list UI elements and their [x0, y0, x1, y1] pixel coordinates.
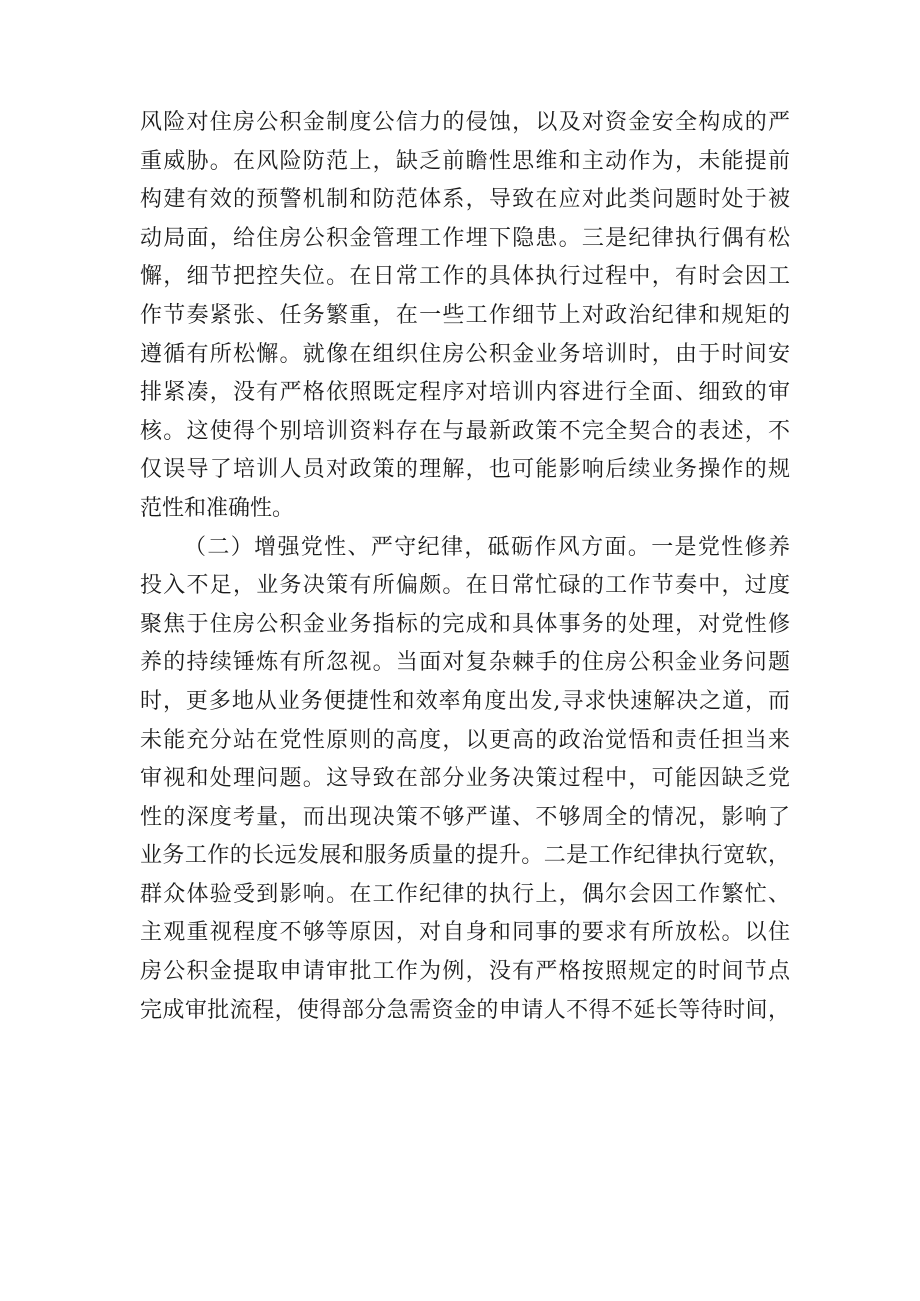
- text-line: 排紧凑，没有严格依照既定程序对培训内容进行全面、细致的审: [140, 380, 790, 406]
- text-line: 风险对住房公积金制度公信力的侵蚀，以及对资金安全构成的严: [140, 110, 790, 135]
- text-line: 未能充分站在党性原则的高度，以更高的政治觉悟和责任担当来: [140, 727, 790, 753]
- text-line: 养的持续锤炼有所忽视。当面对复杂棘手的住房公积金业务问题: [140, 650, 790, 676]
- text-line: 时，更多地从业务便捷性和效率角度出发,寻求快速解决之道，而: [140, 688, 790, 714]
- text-line: 完成审批流程，使得部分急需资金的申请人不得不延长等待时间，: [140, 997, 790, 1023]
- text-line: 动局面，给住房公积金管理工作埋下隐患。三是纪律执行偶有松: [140, 225, 790, 251]
- text-line: 遵循有所松懈。就像在组织住房公积金业务培训时，由于时间安: [140, 341, 790, 367]
- text-line: 仅误导了培训人员对政策的理解，也可能影响后续业务操作的规: [140, 457, 790, 483]
- text-line: 核。这使得个别培训资料存在与最新政策不完全契合的表述，不: [140, 418, 790, 444]
- text-line: 主观重视程度不够等原因，对自身和同事的要求有所放松。以住: [140, 920, 790, 946]
- text-line: 懈，细节把控失位。在日常工作的具体执行过程中，有时会因工: [140, 264, 790, 290]
- text-line: 群众体验受到影响。在工作纪律的执行上，偶尔会因工作繁忙、: [140, 881, 790, 907]
- text-line: 投入不足，业务决策有所偏颇。在日常忙碌的工作节奏中，过度: [140, 573, 790, 599]
- section-heading-line: （二）增强党性、严守纪律，砥砺作风方面。一是党性修养: [184, 534, 790, 560]
- text-line: 作节奏紧张、任务繁重，在一些工作细节上对政治纪律和规矩的: [140, 302, 790, 328]
- text-line: 构建有效的预警机制和防范体系，导致在应对此类问题时处于被: [140, 187, 790, 213]
- text-line: 重威胁。在风险防范上，缺乏前瞻性思维和主动作为，未能提前: [140, 148, 790, 174]
- text-line: 聚焦于住房公积金业务指标的完成和具体事务的处理，对党性修: [140, 611, 790, 637]
- text-line: 性的深度考量，而出现决策不够严谨、不够周全的情况，影响了: [140, 804, 790, 830]
- text-line: 业务工作的长远发展和服务质量的提升。二是工作纪律执行宽软，: [140, 843, 790, 869]
- text-line: 房公积金提取申请审批工作为例，没有严格按照规定的时间节点: [140, 959, 790, 985]
- text-line: 审视和处理问题。这导致在部分业务决策过程中，可能因缺乏党: [140, 766, 790, 792]
- document-body: [140, 104, 790, 1030]
- paragraph-end-line: 范性和准确性。: [140, 495, 295, 521]
